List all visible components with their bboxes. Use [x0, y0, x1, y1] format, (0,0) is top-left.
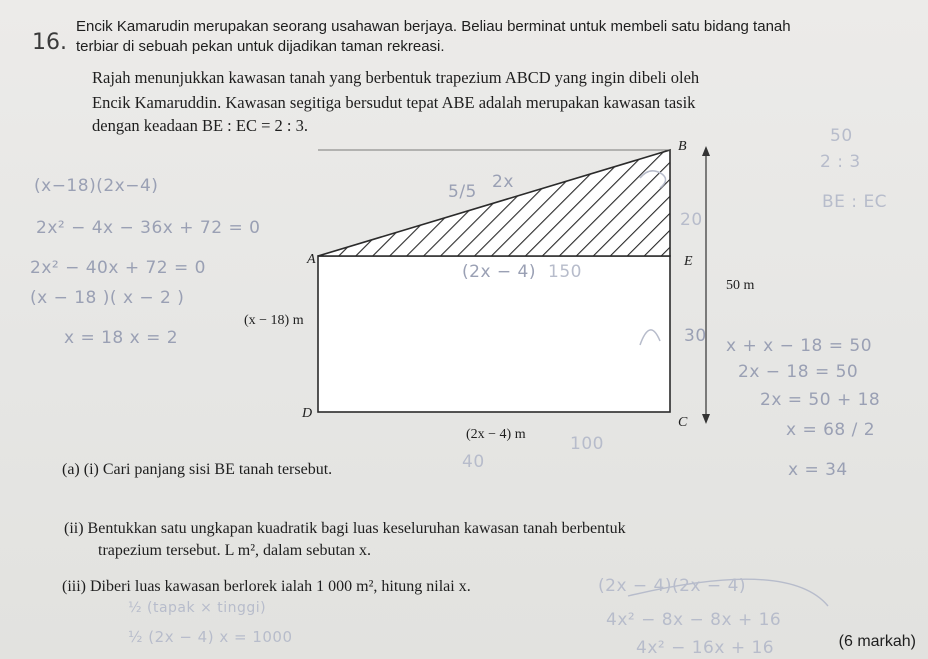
description-line-1: Rajah menunjukkan kawasan tanah yang berbentuk trapezium ABCD yang ingin dibeli oleh — [92, 68, 700, 87]
pencil-note: x + x − 18 = 50 — [726, 336, 873, 356]
pencil-note: ½ (2x − 4) x = 1000 — [128, 628, 293, 646]
question-number: 16. — [32, 30, 67, 55]
pencil-note: 30 — [684, 326, 707, 346]
shaded-triangle-abe — [318, 150, 670, 256]
vertex-label-c: C — [678, 415, 688, 430]
part-a-iii: (iii) Diberi luas kawasan berlorek ialah 1 000 m², hitung nilai x. — [62, 578, 471, 595]
part-a-ii-line-2: trapezium tersebut. L m², dalam sebutan x. — [98, 542, 372, 559]
part-a-ii-line-1: (ii) Bentukkan satu ungkapan kuadratik bagi luas keseluruhan kawasan tanah berbentuk — [64, 520, 626, 537]
arrow-up-icon — [702, 146, 710, 156]
vertex-label-e: E — [684, 254, 693, 269]
intro-line-1: Encik Kamarudin merupakan seorang usahawan berjaya. Beliau berminat untuk membeli satu bidang tanah — [76, 18, 791, 35]
arrow-down-icon — [702, 414, 710, 424]
pencil-note: 4x² − 8x − 8x + 16 — [606, 610, 782, 630]
pencil-note: 50 — [830, 126, 853, 146]
pencil-note: x = 68 / 2 — [786, 420, 876, 440]
pencil-note: ½ (tapak × tinggi) — [128, 600, 267, 616]
intro-line-2: terbiar di sebuah pekan untuk dijadikan taman rekreasi. — [76, 38, 445, 55]
description-line-2: Encik Kamaruddin. Kawasan segitiga bersudut tepat ABE adalah merupakan kawasan tasik — [92, 93, 696, 112]
pencil-note: (x−18)(2x−4) — [34, 176, 159, 196]
pencil-note: 100 — [570, 434, 604, 454]
pencil-note: 2x − 18 = 50 — [738, 362, 859, 382]
pencil-note: (x − 18 )( x − 2 ) — [30, 288, 185, 308]
description-line-3: dengan keadaan BE : EC = 2 : 3. — [92, 116, 308, 135]
pencil-note: 20 — [680, 210, 703, 230]
pencil-note: 2x = 50 + 18 — [760, 390, 881, 410]
pencil-note: 4x² − 16x + 16 — [636, 638, 775, 658]
pencil-note: 2x — [492, 172, 514, 192]
dimension-label-50m: 50 m — [726, 278, 755, 293]
pencil-note: 5/5 — [448, 182, 477, 202]
pencil-note: x = 18 x = 2 — [64, 328, 179, 348]
pencil-note: 2x² − 40x + 72 = 0 — [30, 258, 206, 278]
pencil-note: (2x − 4) — [462, 262, 537, 282]
pencil-note: 2 : 3 — [820, 152, 861, 172]
vertex-label-b: B — [678, 139, 687, 154]
pencil-note: 40 — [462, 452, 485, 472]
part-a-i: (a) (i) Cari panjang sisi BE tanah tersebut. — [62, 461, 333, 478]
dimension-label-left: (x − 18) m — [244, 313, 304, 328]
pencil-note: 150 — [548, 262, 582, 282]
marks-label: (6 markah) — [838, 633, 916, 650]
pencil-note: BE : EC — [822, 192, 888, 212]
dimension-label-bottom: (2x − 4) m — [466, 427, 526, 442]
pencil-note: (2x − 4)(2x − 4) — [598, 576, 747, 596]
pencil-note: x = 34 — [788, 460, 848, 480]
vertex-label-a: A — [307, 252, 316, 267]
pencil-note: 2x² − 4x − 36x + 72 = 0 — [36, 218, 261, 238]
vertex-label-d: D — [302, 406, 313, 421]
